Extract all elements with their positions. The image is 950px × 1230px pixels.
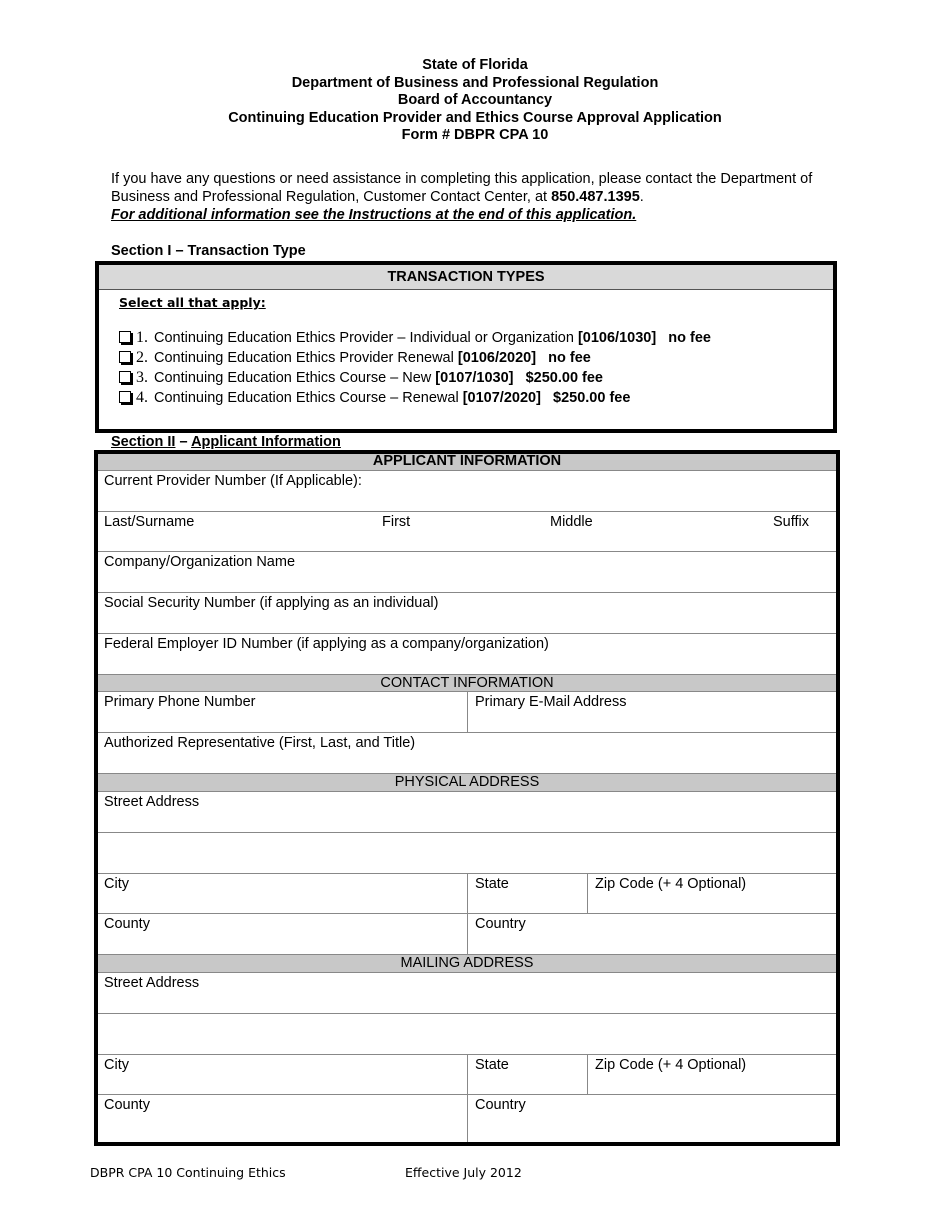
provider-number-field[interactable] [98, 471, 836, 512]
mailing-county-country-row [98, 1095, 836, 1142]
option-text: Continuing Education Ethics Provider – Individual or Organization [154, 330, 578, 346]
instructions-note: For additional information see the Instructions at the end of this application. [111, 207, 637, 223]
select-all-label: Select all that apply: [119, 295, 266, 310]
fein-label: Federal Employer ID Number (if applying as a company/organization) [104, 636, 549, 652]
ssn-field[interactable] [98, 593, 836, 634]
option-code: [0107/1030] [435, 370, 514, 386]
option-fee: no fee [548, 350, 591, 366]
section-2-label: Section II [111, 434, 176, 450]
option-fee: $250.00 fee [553, 390, 631, 406]
section-2-title [111, 434, 341, 450]
footer-form-name: DBPR CPA 10 Continuing Ethics [90, 1165, 286, 1180]
first-name-label: First [382, 514, 411, 530]
option-text: Continuing Education Ethics Course – New [154, 370, 436, 386]
physical-street-field[interactable] [98, 792, 836, 833]
contact-information-band: CONTACT INFORMATION [98, 674, 836, 692]
checkbox-2[interactable] [119, 351, 131, 363]
transaction-option-3[interactable] [119, 368, 711, 388]
mailing-address-band: MAILING ADDRESS [98, 954, 836, 973]
representative-label: Authorized Representative (First, Last, and Title) [104, 735, 416, 751]
section-2-name: Applicant Information [191, 434, 341, 450]
ssn-label: Social Security Number (if applying as an individual) [104, 595, 439, 611]
representative-field[interactable] [98, 733, 836, 773]
form-number: Form # DBPR CPA 10 [401, 127, 549, 144]
form-header [0, 57, 950, 145]
physical-county-label: County [104, 916, 150, 932]
fein-field[interactable] [98, 634, 836, 674]
contact-phone: 850.487.1395 [551, 189, 640, 205]
physical-country-label: Country [475, 916, 526, 932]
board-title: Board of Accountancy [397, 92, 553, 109]
checkbox-4[interactable] [119, 391, 131, 403]
phone-email-row [98, 692, 836, 733]
option-number: 2. [136, 349, 148, 366]
physical-city-label: City [104, 876, 129, 892]
option-text: Continuing Education Ethics Course – Renewal [154, 390, 463, 406]
mailing-street-field[interactable] [98, 973, 836, 1014]
transaction-option-2[interactable] [119, 348, 711, 368]
section-2-dash: – [175, 434, 192, 450]
transaction-option-4[interactable] [119, 388, 711, 408]
checkbox-1[interactable] [119, 331, 131, 343]
mailing-city-state-zip-row [98, 1055, 836, 1095]
physical-address-band: PHYSICAL ADDRESS [98, 773, 836, 792]
application-title: Continuing Education Provider and Ethics Course Approval Application [228, 109, 722, 126]
physical-street-line-2[interactable] [98, 833, 836, 874]
option-code: [0107/2020] [462, 390, 541, 406]
applicant-information-band: APPLICANT INFORMATION [98, 454, 836, 471]
department-title: Department of Business and Professional Regulation [291, 74, 659, 91]
option-code: [0106/2020] [457, 350, 537, 366]
transaction-types-box [95, 261, 837, 433]
transaction-option-1[interactable] [119, 328, 711, 348]
option-number: 3. [136, 369, 148, 386]
mailing-state-label: State [475, 1057, 509, 1073]
transaction-list [119, 328, 711, 408]
intro-paragraph [111, 170, 871, 224]
checkbox-3[interactable] [119, 371, 131, 383]
option-number: 1. [136, 329, 148, 346]
option-number: 4. [136, 389, 148, 406]
option-fee: $250.00 fee [525, 370, 603, 386]
physical-county-country-row [98, 914, 836, 954]
middle-name-label: Middle [550, 514, 593, 530]
footer-effective-date: Effective July 2012 [405, 1165, 522, 1180]
intro-text: If you have any questions or need assistance in completing this application, please contact the Department of Business and Professional Regulation, Customer Contact Center, at [111, 171, 813, 205]
name-field-row[interactable] [98, 512, 836, 552]
mailing-country-label: Country [475, 1097, 526, 1113]
transaction-types-heading: TRANSACTION TYPES [99, 265, 833, 290]
mailing-county-label: County [104, 1097, 150, 1113]
phone-label: Primary Phone Number [104, 694, 256, 710]
provider-number-label: Current Provider Number (If Applicable): [104, 473, 362, 489]
option-code: [0106/1030] [577, 330, 657, 346]
applicant-information-box [94, 450, 840, 1146]
suffix-label: Suffix [773, 514, 810, 530]
physical-state-label: State [475, 876, 509, 892]
physical-city-state-zip-row [98, 874, 836, 914]
intro-period: . [639, 189, 644, 205]
state-title: State of Florida [422, 57, 528, 73]
section-1-title: Section I – Transaction Type [111, 243, 306, 259]
option-fee: no fee [668, 330, 711, 346]
last-name-label: Last/Surname [104, 514, 195, 530]
mailing-city-label: City [104, 1057, 129, 1073]
physical-street-label: Street Address [104, 794, 200, 810]
physical-zip-label: Zip Code (+ 4 Optional) [595, 876, 747, 892]
mailing-zip-label: Zip Code (+ 4 Optional) [595, 1057, 747, 1073]
mailing-street-label: Street Address [104, 975, 200, 991]
email-label: Primary E-Mail Address [475, 694, 627, 710]
mailing-street-line-2[interactable] [98, 1014, 836, 1055]
company-name-field[interactable] [98, 552, 836, 593]
option-text: Continuing Education Ethics Provider Renewal [154, 350, 458, 366]
company-name-label: Company/Organization Name [104, 554, 296, 570]
